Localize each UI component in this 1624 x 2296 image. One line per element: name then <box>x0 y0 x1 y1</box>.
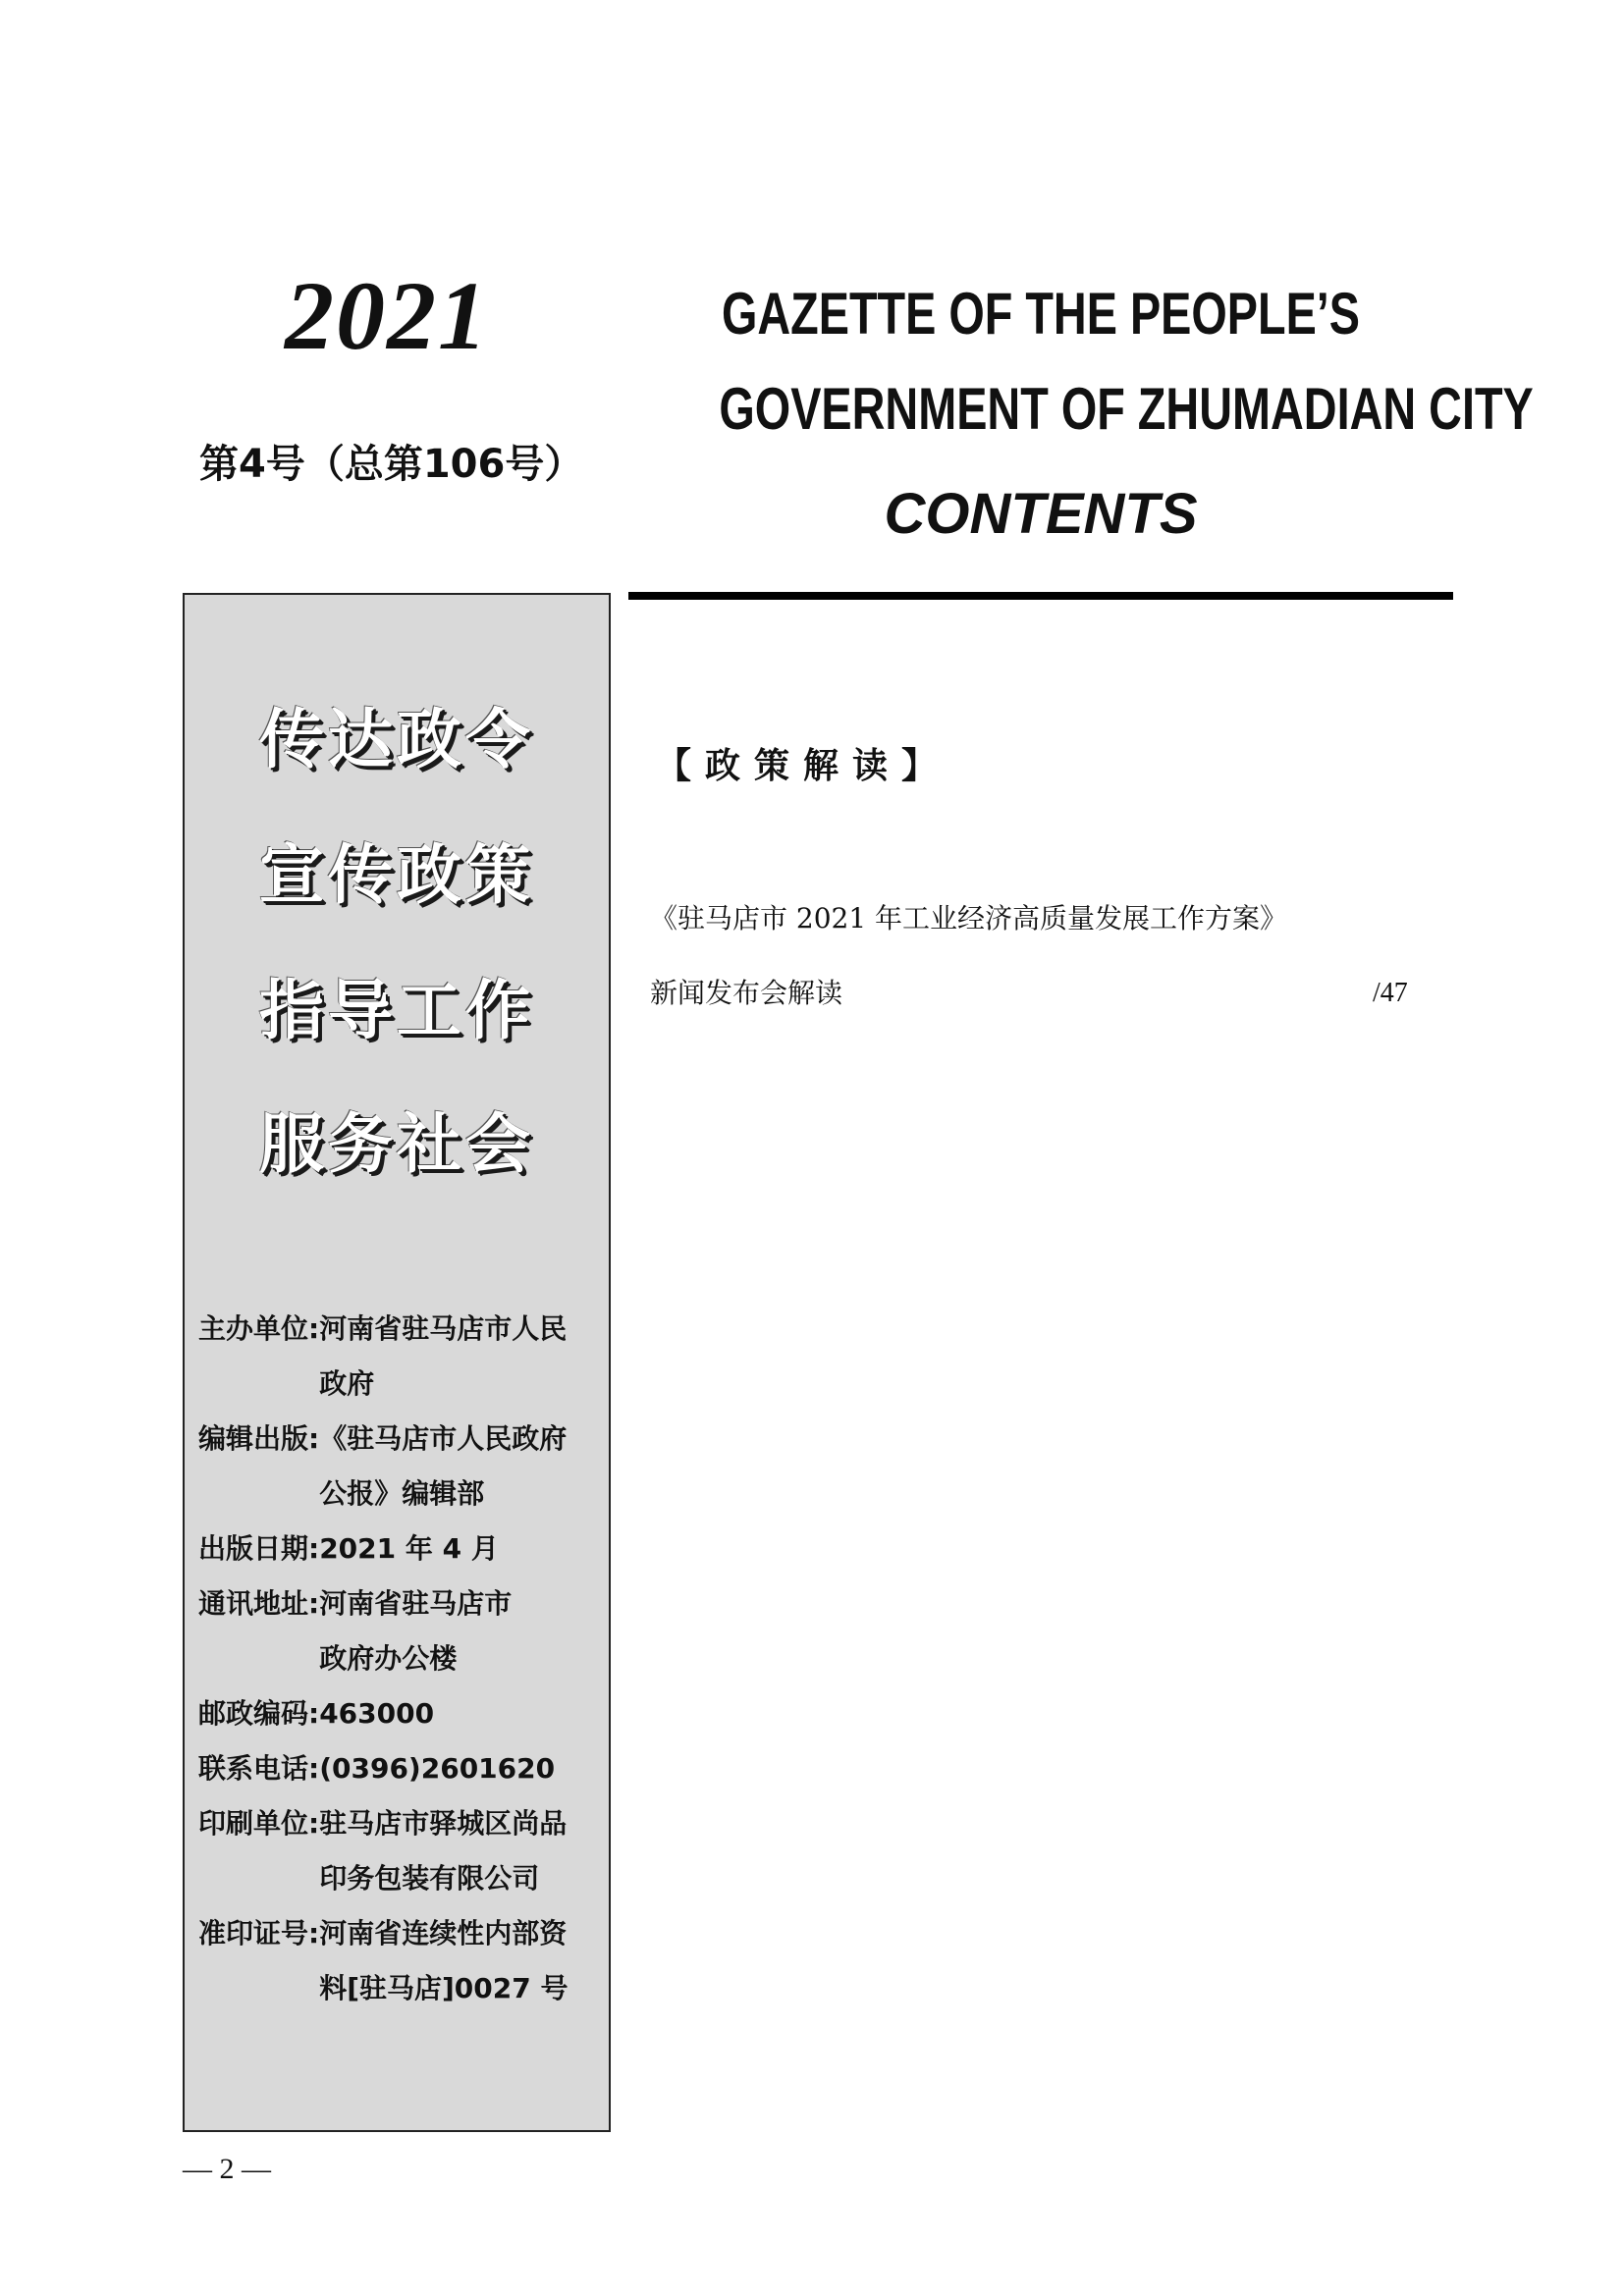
issue-number: 第4号（总第106号） <box>199 442 584 487</box>
year-title: 2021 <box>285 261 489 370</box>
info-label: 联系电话: <box>198 1752 320 1785</box>
info-label: 主办单位: <box>198 1312 320 1345</box>
info-label: 编辑出版: <box>198 1422 320 1455</box>
info-value: 河南省驻马店市 政府办公楼 <box>319 1587 513 1675</box>
slogan-3: 指导工作 <box>259 973 534 1048</box>
info-row-postcode <box>198 1686 601 1741</box>
info-row-printer <box>198 1796 601 1906</box>
info-value: (0396)2601620 <box>319 1752 556 1785</box>
info-row-date <box>198 1522 601 1576</box>
slogan-1: 传达政令 <box>259 702 534 777</box>
info-row-sponsor <box>198 1302 601 1412</box>
info-label: 准印证号: <box>198 1917 320 1949</box>
page-number: — 2 — <box>183 2153 271 2185</box>
info-value: 驻马店市驿城区尚品 印务包装有限公司 <box>319 1807 568 1895</box>
sidebar-panel <box>183 593 611 2132</box>
slogan-2: 宣传政策 <box>259 837 534 913</box>
toc-entry-subtitle[interactable]: 新闻发布会解读 <box>650 977 843 1009</box>
info-label: 印刷单位: <box>198 1807 320 1840</box>
toc-entry-page: /47 <box>1373 978 1408 1008</box>
info-label: 出版日期: <box>198 1532 320 1565</box>
heading-rule <box>628 592 1453 600</box>
info-value: 463000 <box>319 1697 435 1730</box>
info-label: 通讯地址: <box>198 1587 320 1620</box>
info-row-editor <box>198 1412 601 1522</box>
toc-entry-title[interactable]: 《驻马店市 2021 年工业经济高质量发展工作方案》 <box>650 902 1288 934</box>
gazette-title-line2: GOVERNMENT OF ZHUMADIAN CITY <box>719 376 1534 442</box>
slogan-4: 服务社会 <box>259 1106 534 1182</box>
publication-info <box>198 1302 601 2016</box>
info-value: 河南省连续性内部资 料[驻马店]0027 号 <box>319 1917 568 2004</box>
toc-section-heading: 【政策解读】 <box>656 745 951 786</box>
info-value: 《驻马店市人民政府 公报》编辑部 <box>319 1422 568 1510</box>
gazette-title-line1: GAZETTE OF THE PEOPLE’S <box>721 281 1361 347</box>
info-row-phone <box>198 1741 601 1796</box>
info-row-permit <box>198 1906 601 2016</box>
info-value: 2021 年 4 月 <box>319 1532 499 1565</box>
info-row-address <box>198 1576 601 1686</box>
info-label: 邮政编码: <box>198 1697 320 1730</box>
info-value: 河南省驻马店市人民 政府 <box>319 1312 568 1400</box>
contents-heading: CONTENTS <box>884 482 1198 546</box>
